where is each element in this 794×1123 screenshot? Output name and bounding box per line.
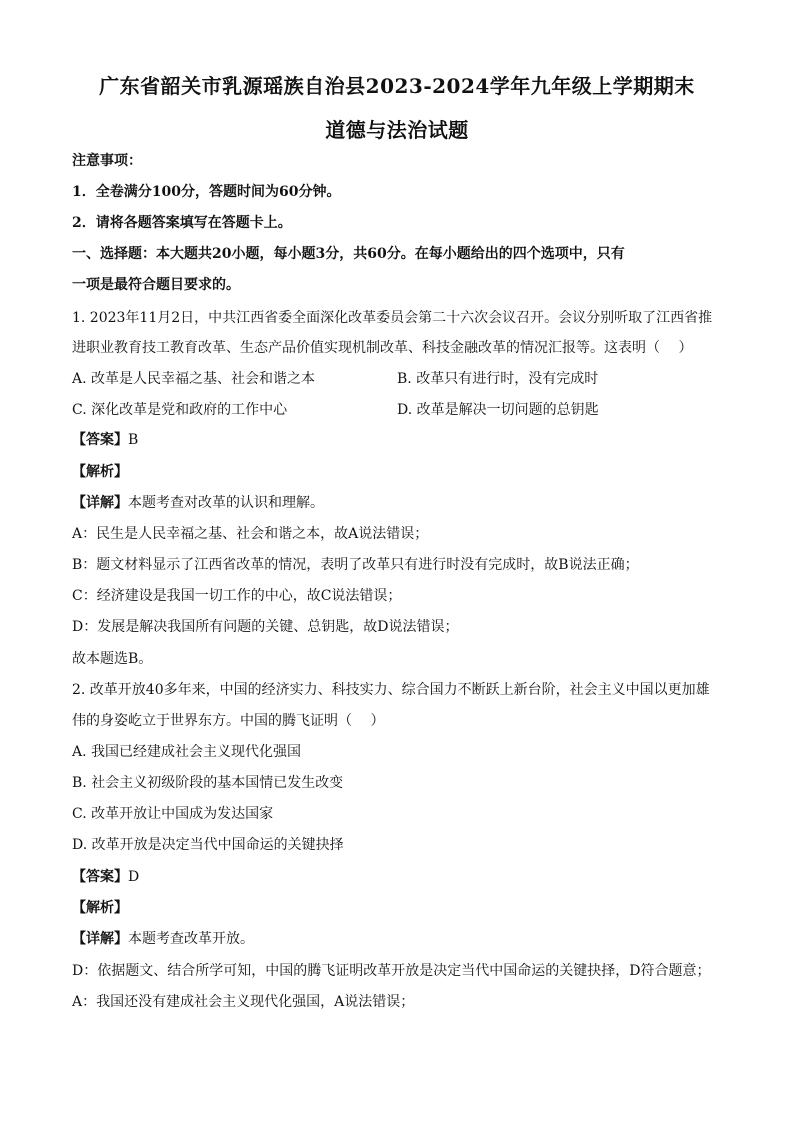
answer-value: D	[128, 869, 140, 885]
question-1-answer	[72, 431, 138, 449]
question-2-answer	[72, 868, 139, 886]
question-2-detail	[72, 930, 254, 948]
question-2-option-a: A. 我国已经建成社会主义现代化强国	[72, 744, 302, 760]
question-1-detail	[72, 494, 324, 512]
question-1-conclusion: 故本题选B。	[72, 651, 153, 667]
question-2-stem-line2: 伟的身姿屹立于世界东方。中国的腾飞证明（ ）	[72, 713, 385, 729]
question-2-option-c: C. 改革开放让中国成为发达国家	[72, 806, 274, 822]
detail-text: 本题考查对改革的认识和理解。	[128, 495, 324, 511]
question-2-explanation-a: A：我国还没有建成社会主义现代化强国，A说法错误；	[72, 994, 415, 1010]
question-1-analysis-tag: 【解析】	[72, 464, 128, 480]
question-1-explanation-c: C：经济建设是我国一切工作的中心，故C说法错误；	[72, 588, 402, 604]
question-2-explanation-d: D：依据题文、结合所学可知，中国的腾飞证明改革开放是决定当代中国命运的关键抉择，D符合题意；	[72, 963, 711, 979]
question-2-option-b: B. 社会主义初级阶段的基本国情已发生改变	[72, 775, 344, 791]
question-1-explanation-b: B：题文材料显示了江西省改革的情况，表明了改革只有进行时没有完成时，故B说法正确；	[72, 557, 639, 573]
document-title-line2: 道德与法治试题	[325, 118, 469, 142]
answer-tag: 【答案】	[72, 869, 128, 885]
question-2-analysis-tag: 【解析】	[72, 900, 128, 916]
question-1-stem-line1: 1. 2023年11月2日，中共江西省委全面深化改革委员会第二十六次会议召开。会议分别听取了江西省推	[72, 310, 713, 326]
question-1-option-a: A. 改革是人民幸福之基、社会和谐之本	[72, 371, 316, 387]
question-1-option-b: B. 改革只有进行时，没有完成时	[397, 371, 599, 387]
question-2-stem-line1: 2. 改革开放40多年来，中国的经济实力、科技实力、综合国力不断跃上新台阶，社会主义中国以更加雄	[72, 682, 710, 698]
detail-tag: 【详解】	[72, 931, 128, 947]
detail-tag: 【详解】	[72, 495, 128, 511]
document-title-line1: 广东省韶关市乳源瑶族自治县2023-2024学年九年级上学期期末	[99, 74, 695, 98]
question-2-option-d: D. 改革开放是决定当代中国命运的关键抉择	[72, 837, 344, 853]
answer-value: B	[128, 432, 139, 448]
question-1-option-d: D. 改革是解决一切问题的总钥匙	[397, 402, 599, 418]
detail-text: 本题考查改革开放。	[128, 931, 254, 947]
notes-item-1: 1．全卷满分100分，答题时间为60分钟。	[72, 184, 341, 200]
section-instruction-line2: 一项是最符合题目要求的。	[72, 277, 240, 293]
question-1-option-c: C. 深化改革是党和政府的工作中心	[72, 402, 288, 418]
notes-item-2: 2．请将各题答案填写在答题卡上。	[72, 215, 292, 231]
answer-tag: 【答案】	[72, 432, 128, 448]
question-1-explanation-d: D：发展是解决我国所有问题的关键、总钥匙，故D说法错误；	[72, 619, 459, 635]
question-1-stem-line2: 进职业教育技工教育改革、生态产品价值实现机制改革、科技金融改革的情况汇报等。这表明（ ）	[72, 340, 693, 356]
question-1-explanation-a: A：民生是人民幸福之基、社会和谐之本，故A说法错误；	[72, 526, 429, 542]
notes-heading: 注意事项：	[72, 153, 142, 169]
section-instruction-line1: 一、选择题：本大题共20小题，每小题3分，共60分。在每小题给出的四个选项中，只有	[72, 246, 625, 262]
